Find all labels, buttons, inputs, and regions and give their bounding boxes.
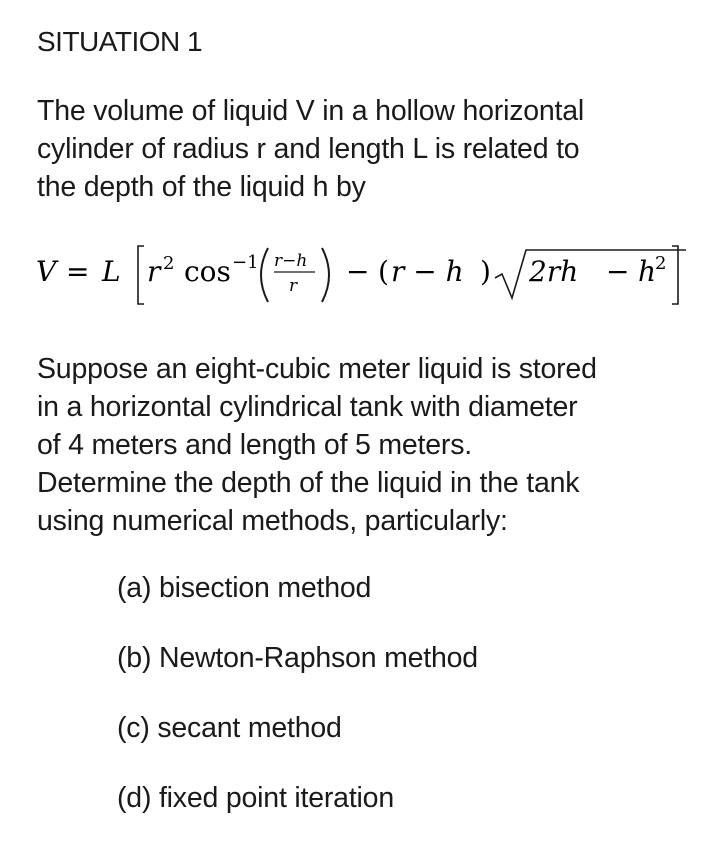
formula-root-h: h: [638, 255, 657, 288]
problem-line: using numerical methods, particularly:: [37, 505, 508, 537]
formula-root-h-squared: 2: [655, 253, 667, 274]
problem-line: in a horizontal cylindrical tank with diameter: [37, 391, 578, 423]
method-item-bisection: (a) bisection method: [117, 572, 372, 604]
formula-cos: cos: [184, 255, 231, 288]
formula-v: V: [36, 255, 57, 288]
left-big-paren: [261, 248, 268, 302]
formula-r-squared: 2: [163, 253, 175, 274]
intro-line: The volume of liquid V in a hollow horizontal: [37, 95, 585, 127]
intro-paragraph: [37, 92, 697, 206]
formula-inverse: −1: [232, 252, 259, 273]
left-bracket: [138, 246, 144, 304]
problem-line: Suppose an eight-cubic meter liquid is stored: [37, 353, 597, 385]
problem-line: of 4 meters and length of 5 meters.: [37, 429, 472, 461]
fraction-numerator: r−h: [274, 251, 308, 271]
right-big-paren: [322, 248, 329, 302]
volume-formula: [36, 238, 686, 308]
formula-l: L: [102, 255, 121, 288]
problem-paragraph: [37, 350, 697, 540]
formula-minus: −: [346, 255, 370, 288]
formula-r-minus-h: r − h: [391, 255, 464, 288]
formula-paren-open: (: [378, 255, 389, 288]
fraction-denominator: r: [289, 276, 298, 296]
right-bracket: [672, 246, 678, 304]
intro-line: cylinder of radius r and length L is related to: [37, 133, 580, 165]
method-item-secant: (c) secant method: [117, 712, 342, 744]
method-item-fixed-point: (d) fixed point iteration: [117, 782, 394, 814]
formula-2rh: 2rh: [529, 255, 579, 288]
page-title: SITUATION 1: [37, 26, 203, 57]
formula-equals: =: [66, 255, 90, 288]
formula-svg: [36, 238, 686, 308]
problem-line: Determine the depth of the liquid in the tank: [37, 467, 580, 499]
formula-root-minus: −: [606, 255, 630, 288]
formula-paren-close: ): [480, 255, 491, 288]
method-item-newton-raphson: (b) Newton-Raphson method: [117, 642, 478, 674]
formula-r: r: [147, 255, 161, 288]
intro-line: the depth of the liquid h by: [37, 171, 366, 203]
